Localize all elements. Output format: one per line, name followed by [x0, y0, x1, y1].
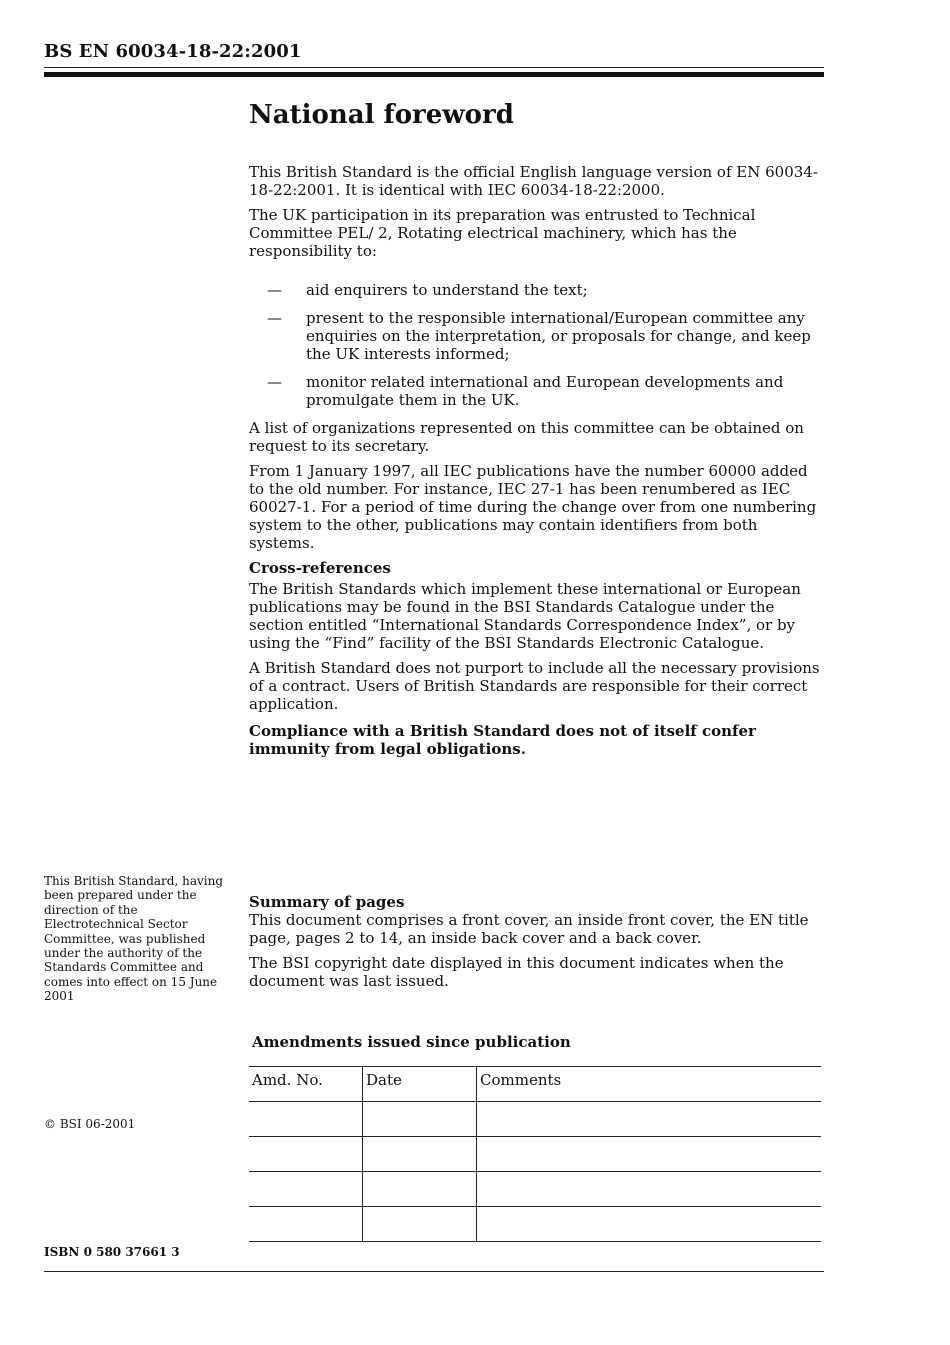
table-row [249, 1207, 821, 1242]
header-rule-thick [44, 72, 824, 77]
column-header-amd-no: Amd. No. [249, 1067, 363, 1102]
page-title: National foreword [249, 100, 514, 130]
paragraph-committee: The UK participation in its preparation was entrusted to Technical Committee PEL/ 2, Rotating electrical machinery, which has the responsibility to: [249, 206, 756, 260]
paragraph-cross-references: The British Standards which implement these international or European publications may be found in the BSI Standards Catalogue under the section entitled “International Standards Correspondence Index”, or by using the “Find” facility of the BSI Standards Electronic Catalogue. [249, 580, 801, 652]
document-id: BS EN 60034-18-22:2001 [44, 41, 302, 62]
amendments-table [249, 1066, 821, 1242]
summary-paragraph: This document comprises a front cover, an inside front cover, the EN title page, pages 2 to 14, an inside back cover and a back cover. [249, 911, 809, 947]
list-item: — aid enquirers to understand the text; [249, 281, 827, 299]
cross-references-heading: Cross-references [249, 559, 391, 577]
table-row [249, 1102, 821, 1137]
copyright-notice: © BSI 06-2001 [44, 1117, 136, 1131]
summary-heading: Summary of pages [249, 893, 405, 911]
table-row [249, 1137, 821, 1172]
column-header-comments: Comments [477, 1067, 822, 1102]
copyright-date-paragraph: The BSI copyright date displayed in this document indicates when the document was last issued. [249, 954, 784, 990]
footer-rule [44, 1271, 824, 1272]
dash-marker: — [267, 309, 282, 327]
list-item: — present to the responsible international/European committee any enquiries on the interpretation, or proposals for change, and keep the UK interests informed; [249, 309, 827, 363]
paragraph-provisions: A British Standard does not purport to include all the necessary provisions of a contract. Users of British Standards are responsible for their correct application. [249, 659, 820, 713]
table-header-row [249, 1067, 821, 1102]
isbn: ISBN 0 580 37661 3 [44, 1245, 180, 1259]
paragraph-organizations: A list of organizations represented on this committee can be obtained on request to its secretary. [249, 419, 804, 455]
amendments-title: Amendments issued since publication [252, 1033, 571, 1051]
responsibility-list [249, 281, 827, 409]
list-item: — monitor related international and European developments and promulgate them in the UK. [249, 373, 827, 409]
foreword-body [249, 163, 827, 765]
header-rule-thin [44, 67, 824, 68]
summary-of-pages [249, 893, 827, 997]
paragraph-compliance: Compliance with a British Standard does not of itself confer immunity from legal obligations. [249, 722, 756, 758]
paragraph-numbering: From 1 January 1997, all IEC publications have the number 60000 added to the old number. For instance, IEC 27-1 has been renumbered as IEC 60027-1. For a period of time during the change over from one numbering system to the other, publications may contain identifiers from both systems. [249, 462, 817, 552]
dash-marker: — [267, 373, 282, 391]
paragraph-identity: This British Standard is the official English language version of EN 60034-18-22:2001. It is identical with IEC 60034-18-22:2000. [249, 163, 818, 199]
publication-note: This British Standard, having been prepared under the direction of the Electrotechnical Sector Committee, was published under the authority of the Standards Committee and comes into effect on 15 June 2001 [44, 874, 224, 1004]
column-header-date: Date [363, 1067, 477, 1102]
dash-marker: — [267, 281, 282, 299]
table-row [249, 1172, 821, 1207]
